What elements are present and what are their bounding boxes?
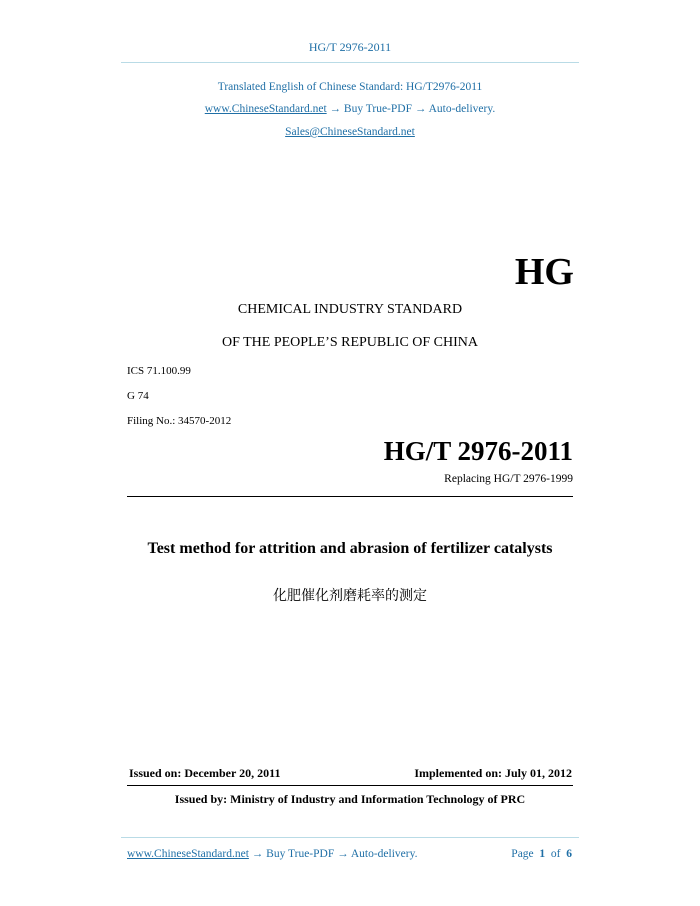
page-indicator <box>511 848 572 860</box>
replacing-note: Replacing HG/T 2976-1999 <box>444 473 573 485</box>
footer-purchase-text: → Buy True-PDF → Auto-delivery. <box>248 848 418 860</box>
of-label: of <box>550 848 561 860</box>
implemented-date: Implemented on: July 01, 2012 <box>414 766 572 780</box>
english-title: Test method for attrition and abrasion of fertilizer catalysts <box>147 540 553 557</box>
ics-code: ICS 71.100.99 <box>127 365 191 377</box>
filing-number: Filing No.: 34570-2012 <box>127 415 232 427</box>
sales-line <box>0 126 700 138</box>
page-total: 6 <box>566 848 572 860</box>
issue-divider <box>127 785 573 786</box>
standard-heading-line1: CHEMICAL INDUSTRY STANDARD <box>237 302 463 317</box>
page-current: 1 <box>539 848 546 860</box>
purchase-text: → Buy True-PDF → Auto-delivery. <box>326 103 496 115</box>
standard-heading-line2: OF THE PEOPLE’S REPUBLIC OF CHINA <box>221 335 479 350</box>
footer-purchase-line <box>127 848 417 860</box>
category-mark: HG <box>514 251 574 293</box>
footer-site-link[interactable]: www.ChineseStandard.net <box>127 848 249 860</box>
site-link[interactable]: www.ChineseStandard.net <box>204 103 327 115</box>
translation-notice: Translated English of Chinese Standard: HG/T2976-2011 <box>217 81 483 93</box>
footer-divider <box>121 837 579 838</box>
ccs-code: G 74 <box>127 390 149 402</box>
chinese-title: 化肥催化剂磨耗率的测定 <box>273 588 427 604</box>
header-divider <box>121 62 579 63</box>
issued-date: Issued on: December 20, 2011 <box>129 766 281 780</box>
standard-number: HG/T 2976-2011 <box>383 436 573 466</box>
page-label: Page <box>511 848 534 860</box>
sales-email-link[interactable]: Sales@ChineseStandard.net <box>285 126 415 138</box>
title-divider <box>127 496 573 497</box>
purchase-line <box>0 103 700 115</box>
running-header: HG/T 2976-2011 <box>308 40 392 54</box>
issuing-authority: Issued by: Ministry of Industry and Information Technology of PRC <box>174 792 526 806</box>
